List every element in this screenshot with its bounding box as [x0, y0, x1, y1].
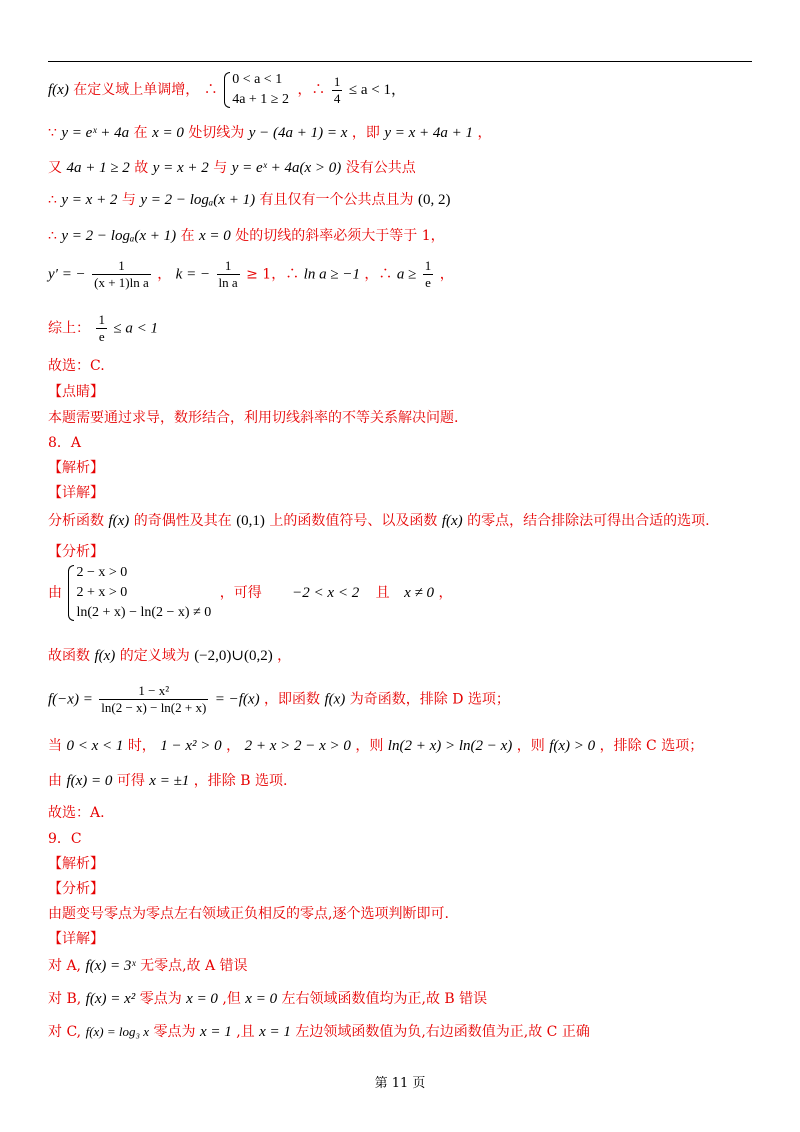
text: 左边领域函数值为负,右边函数值为正,故 C 正确	[295, 1024, 590, 1040]
text: 的零点，结合排除法可得出合适的选项.	[467, 513, 710, 529]
system-row: ln(2 + x) − ln(2 − x) ≠ 0	[76, 605, 212, 620]
text: 在	[180, 228, 195, 244]
line-2	[48, 124, 491, 142]
math: f(x)	[441, 513, 463, 529]
math: (0, 2)	[417, 192, 451, 208]
math: = −f(x)	[214, 691, 260, 708]
math: y = 2 − logₐ(x + 1)	[140, 192, 256, 208]
text: 为奇函数，排除 D 选项；	[349, 691, 510, 708]
text: 有且仅有一个公共点且为	[259, 192, 414, 208]
answer-line: 故选：A.	[48, 805, 105, 821]
text: ，	[226, 738, 241, 754]
text: 与	[213, 160, 228, 176]
math: (−2,0)∪(0,2)	[194, 648, 273, 664]
line-16	[48, 563, 452, 623]
math: y = eˣ + 4a	[61, 125, 130, 141]
math: y′ = −	[48, 266, 86, 283]
text: 由	[48, 585, 62, 601]
math: −2 < x < 2	[292, 585, 360, 601]
text: ，则	[516, 738, 545, 754]
section-label: 【详解】	[48, 485, 104, 501]
text: 故函数	[48, 648, 90, 664]
math: f(x)	[48, 82, 69, 98]
line-1	[48, 70, 406, 110]
fraction	[92, 258, 151, 291]
denominator: (x + 1)ln a	[94, 275, 149, 290]
denominator: e	[425, 275, 431, 290]
numerator: 1	[98, 312, 105, 327]
math: k = −	[175, 266, 211, 283]
fraction	[99, 683, 208, 716]
math: y = eˣ + 4a(x > 0)	[231, 160, 342, 176]
text: ，	[439, 266, 454, 283]
math: 2 + x > 2 − x > 0	[244, 738, 351, 754]
text: 在定义域上单调增，	[73, 82, 200, 98]
text: 由	[48, 773, 62, 789]
math: x = 0	[245, 991, 278, 1007]
math: 4a + 1 ≥ 2	[66, 160, 130, 176]
text: ，	[277, 648, 292, 664]
math: f(x) = 3ˣ	[85, 958, 136, 974]
line-5	[48, 227, 445, 245]
numerator: 1	[333, 73, 341, 89]
math: 1 − x² > 0	[160, 738, 222, 754]
text: ，即函数	[264, 691, 321, 708]
text: ,但	[222, 991, 241, 1007]
text: 在	[133, 125, 148, 141]
line-7	[48, 312, 158, 345]
text: 当	[48, 738, 62, 754]
system-row: 0 < a < 1	[232, 72, 283, 87]
text: 零点为	[139, 991, 182, 1007]
math: f(x) > 0	[549, 738, 596, 754]
math: a ≥	[396, 266, 417, 283]
text: 对 C,	[48, 1024, 82, 1040]
section-label: 【详解】	[48, 931, 104, 947]
math: 0 < x < 1	[66, 738, 124, 754]
line-20	[48, 772, 287, 790]
text: 分析函数	[48, 513, 104, 529]
denominator: 4	[333, 90, 341, 106]
math: ≤ a < 1	[113, 320, 159, 337]
text: ，排除 C 选项；	[599, 738, 704, 754]
line-14	[48, 512, 710, 530]
text: ，则	[355, 738, 384, 754]
text: ，即	[351, 125, 380, 141]
math: (0,1)	[236, 513, 265, 529]
math: y = x + 4a + 1	[384, 125, 474, 141]
line-6	[48, 258, 454, 291]
system-row: 2 + x > 0	[76, 585, 128, 600]
line-27	[48, 957, 248, 975]
fraction	[423, 258, 434, 291]
math: f(x) = 0	[66, 773, 113, 789]
fraction	[332, 74, 343, 107]
math: x = 0	[186, 991, 218, 1007]
math: y = x + 2	[152, 160, 209, 176]
line-3	[48, 159, 416, 177]
line-28	[48, 990, 487, 1008]
text: 综上：	[48, 320, 90, 337]
therefore-symbol: ∴	[203, 82, 218, 98]
text: 处切线为	[188, 125, 245, 141]
math: x = ±1	[149, 773, 190, 789]
math: f(x) = x²	[85, 991, 136, 1007]
text: 零点为	[153, 1024, 196, 1040]
math: x = 0	[152, 125, 184, 141]
text: 上的函数值符号、以及函数	[269, 513, 438, 529]
system-row: 2 − x > 0	[76, 565, 128, 580]
math: x = 1	[199, 1024, 232, 1040]
answer-line: 故选：C.	[48, 358, 105, 374]
numerator: 1	[92, 258, 151, 275]
math: f(−x) =	[48, 691, 93, 708]
math: f(x)	[108, 513, 130, 529]
math: x = 1	[259, 1024, 291, 1040]
therefore-symbol: ∴	[48, 192, 57, 208]
math: ln a ≥ −1	[303, 266, 360, 283]
text: ，可得	[219, 585, 262, 601]
denominator: e	[98, 329, 105, 344]
math: y = x + 2	[61, 192, 118, 208]
text: 对 B,	[48, 991, 82, 1007]
line-4	[48, 191, 450, 209]
math: f(x) = log₃ x	[85, 1024, 150, 1039]
text: ≥ 1，∴	[246, 266, 300, 283]
question-number: 8．A	[48, 435, 82, 451]
text: 可得	[116, 773, 145, 789]
text-line: 本题需要通过求导，数形结合，利用切线斜率的不等关系解决问题.	[48, 410, 459, 426]
math: f(x)	[94, 648, 116, 664]
math: x ≠ 0	[404, 585, 434, 601]
text: 时，	[127, 738, 156, 754]
text: ，	[438, 585, 453, 601]
denominator: ln(2 − x) − ln(2 + x)	[101, 700, 207, 715]
math: ≤ a < 1，	[348, 82, 406, 98]
page-footer: 第 11 页	[374, 1076, 426, 1091]
text: 的奇偶性及其在	[133, 513, 232, 529]
line-19	[48, 737, 703, 755]
math: f(x)	[324, 691, 346, 708]
line-18	[48, 683, 510, 716]
text: ，∴	[297, 82, 326, 98]
section-label: 【分析】	[48, 881, 104, 897]
header-rule	[48, 61, 752, 62]
math: ln(2 + x) > ln(2 − x)	[387, 738, 513, 754]
text: 处的切线的斜率必须大于等于 1，	[235, 228, 445, 244]
because-symbol: ∵	[48, 125, 57, 141]
text: 的定义域为	[119, 648, 190, 664]
section-label: 【解析】	[48, 460, 104, 476]
text: 且	[375, 585, 390, 601]
line-17	[48, 647, 291, 665]
section-label: 【解析】	[48, 856, 104, 872]
system-brace	[222, 70, 289, 110]
question-number: 9．C	[48, 831, 82, 847]
text: ，	[157, 266, 172, 283]
text: 故	[134, 160, 149, 176]
system-brace	[66, 563, 211, 623]
therefore-symbol: ∴	[48, 228, 57, 244]
text: 没有公共点	[345, 160, 416, 176]
numerator: 1 − x²	[99, 683, 208, 700]
text: 左右领域函数值均为正,故 B 错误	[281, 991, 488, 1007]
text: ，∴	[364, 266, 393, 283]
fraction	[96, 312, 107, 345]
text: 与	[121, 192, 136, 208]
text: 对 A,	[48, 958, 82, 974]
math: x = 0	[199, 228, 231, 244]
numerator: 1	[424, 258, 432, 273]
section-label: 【点睛】	[48, 384, 104, 400]
section-label: 【分析】	[48, 544, 104, 560]
system-row: 4a + 1 ≥ 2	[232, 92, 289, 107]
text: ，	[477, 125, 492, 141]
math: y − (4a + 1) = x	[248, 125, 348, 141]
text: 又	[48, 160, 62, 176]
text: ,且	[236, 1024, 255, 1040]
line-29	[48, 1023, 590, 1041]
text-line: 由题变号零点为零点左右领域正负相反的零点,逐个选项判断即可.	[48, 906, 449, 922]
text: 无零点,故 A 错误	[140, 958, 248, 974]
denominator: ln a	[218, 275, 238, 290]
fraction	[217, 258, 240, 291]
math: y = 2 − logₐ(x + 1)	[61, 228, 177, 244]
text: ，排除 B 选项.	[193, 773, 288, 789]
numerator: 1	[217, 258, 240, 275]
